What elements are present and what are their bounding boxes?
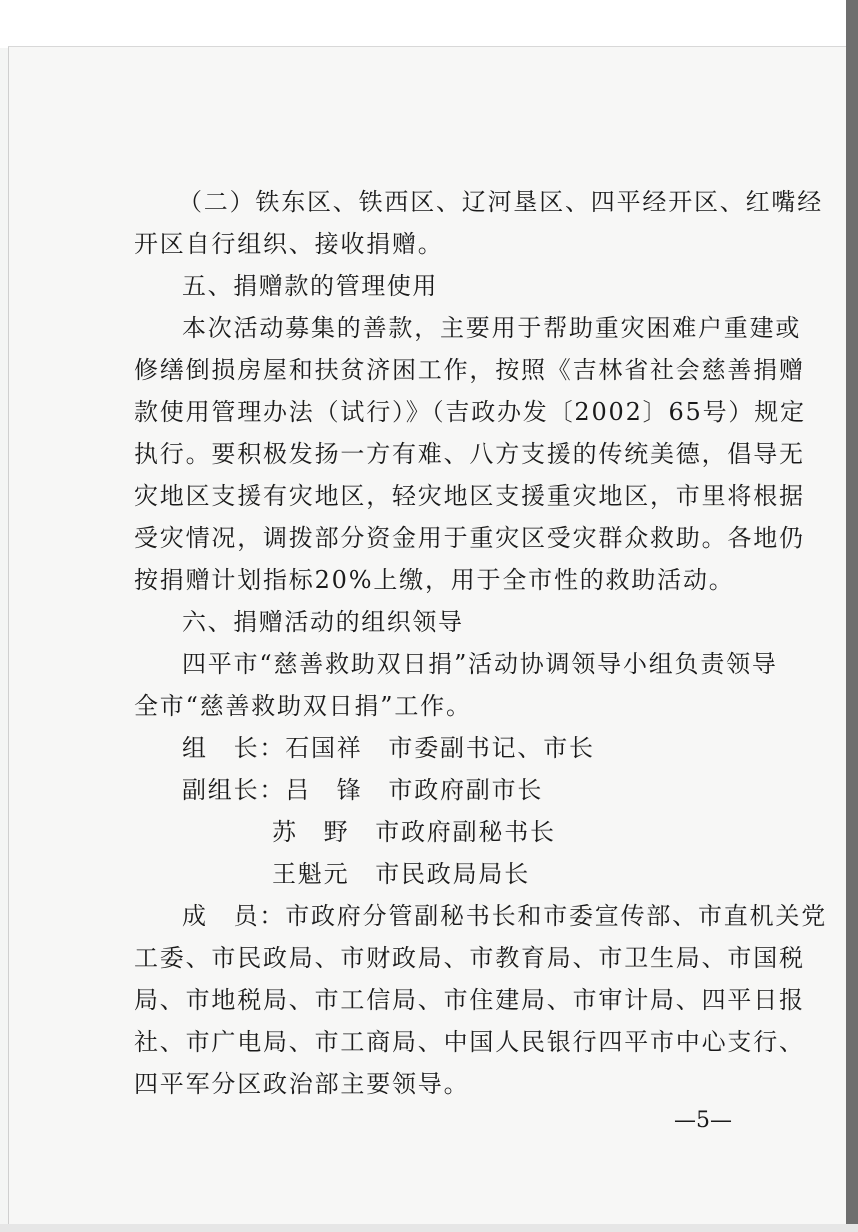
scan-bottom-edge [0,1224,858,1232]
members-line: 工委、市民政局、市财政局、市教育局、市卫生局、市国税 [134,944,805,972]
section-heading: 五、捐赠款的管理使用 [182,272,438,300]
scan-right-edge [846,0,858,1232]
body-line: 执行。要积极发扬一方有难、八方支援的传统美德，倡导无 [134,440,805,468]
page-number: —5— [674,1108,732,1133]
deputy-leader-line: 王魁元 市民政局局长 [272,860,530,888]
members-line: 局、市地税局、市工信局、市住建局、市审计局、四平日报 [134,986,805,1014]
deputy-leader-line: 副组长：吕 锋 市政府副市长 [182,776,544,804]
body-line: 款使用管理办法（试行）》（吉政办发〔2002〕65号）规定 [134,398,806,426]
section-heading: 六、捐赠活动的组织领导 [182,608,464,636]
body-line: 四平市“慈善救助双日捐”活动协调领导小组负责领导 [182,650,778,678]
body-line: （二）铁东区、铁西区、辽河垦区、四平经开区、红嘴经 [178,188,823,216]
body-line: 开区自行组织、接收捐赠。 [134,230,444,258]
members-line: 成 员：市政府分管副秘书长和市委宣传部、市直机关党 [182,902,827,930]
body-line: 本次活动募集的善款，主要用于帮助重灾困难户重建或 [182,314,802,342]
members-line: 四平军分区政治部主要领导。 [134,1070,470,1098]
body-line: 修缮倒损房屋和扶贫济困工作，按照《吉林省社会慈善捐赠 [134,356,805,384]
leader-line: 组 长：石国祥 市委副书记、市长 [182,734,595,762]
body-line: 受灾情况，调拨部分资金用于重灾区受灾群众救助。各地仍 [134,524,805,552]
body-line: 灾地区支援有灾地区，轻灾地区支援重灾地区，市里将根据 [134,482,805,510]
members-line: 社、市广电局、市工商局、中国人民银行四平市中心支行、 [134,1028,805,1056]
deputy-leader-line: 苏 野 市政府副秘书长 [272,818,556,846]
body-line: 按捐赠计划指标20%上缴，用于全市性的救助活动。 [134,566,735,594]
scan-top-margin [0,0,858,48]
body-line: 全市“慈善救助双日捐”工作。 [134,692,472,720]
